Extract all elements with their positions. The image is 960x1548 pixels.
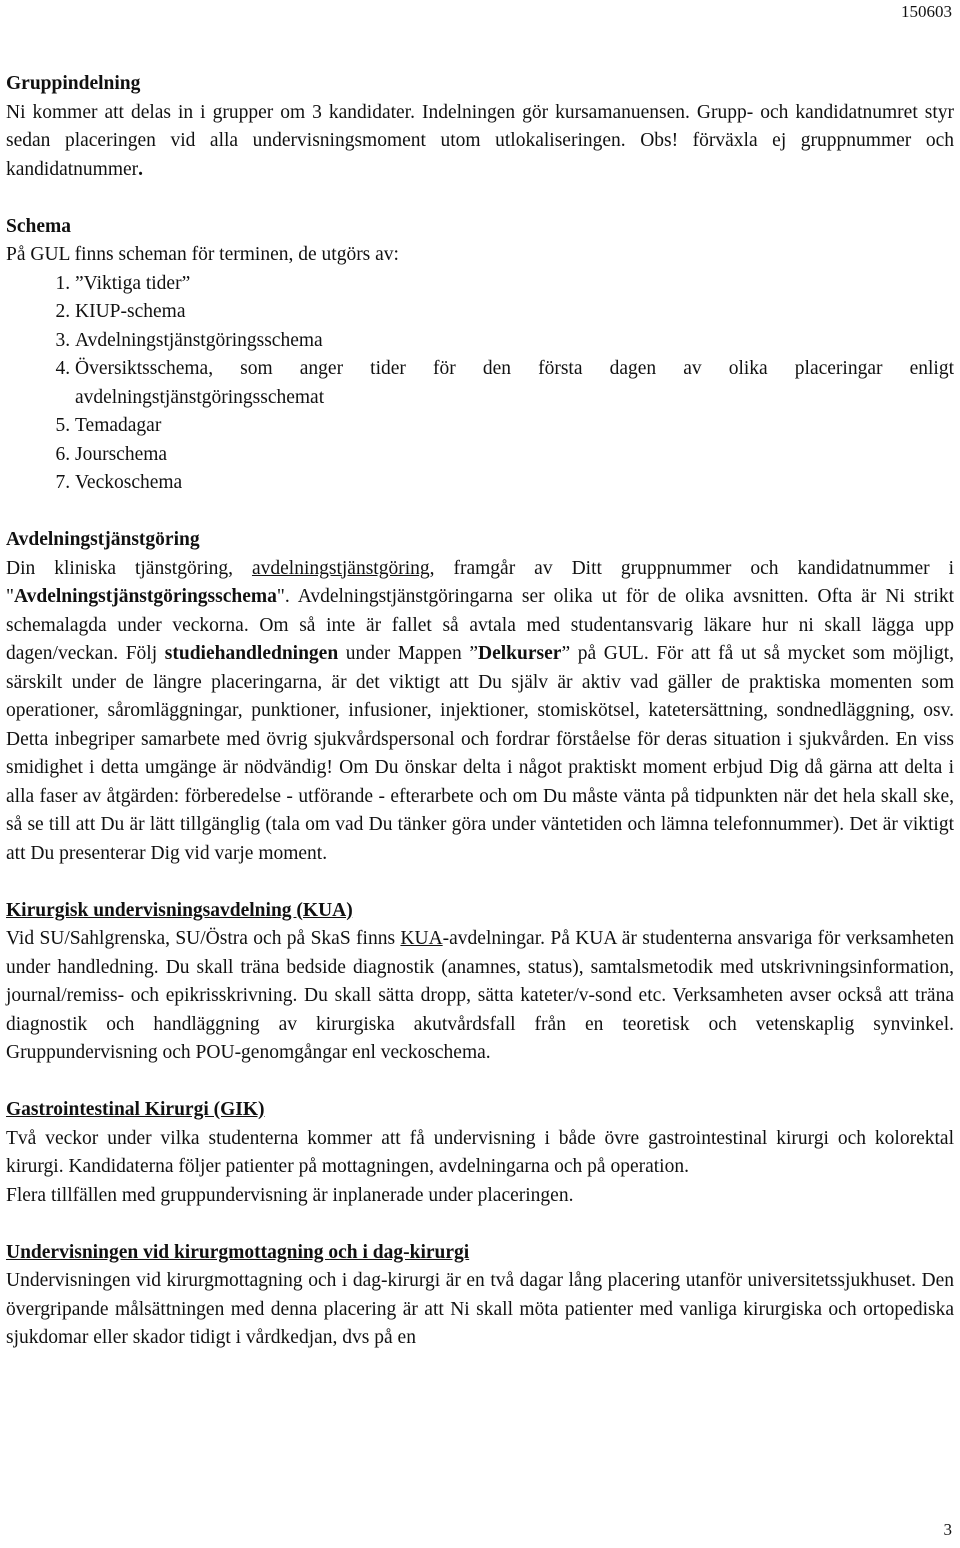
schema-intro: På GUL finns scheman för terminen, de utgörs av: (6, 244, 399, 265)
link-kua[interactable]: KUA (400, 928, 443, 949)
paragraph-avdelningstjanstgoring: Din kliniska tjänstgöring, avdelningstjänstgöring, framgår av Ditt gruppnummer och kandidatnummer i "Avdelningstjänstgöringsschema". Avdelningstjänstgöringarna ser olika ut för de olika avsnitten. Ofta är Ni strikt schemalagda under veckorna. Om så inte är fallet så avtala med studentansvarig läkare hur ni skall lägga upp dagen/veckan. Följ studiehandledningen under Mappen ”Delkurser” på GUL. För att få ut så mycket som möjligt, särskilt under de längre placeringarna, är det viktigt att Du själv är aktiv vad gäller de praktiska momenten som operationer, såromläggningar, punktioner, infusioner, injektioner, stomiskötsel, katetersättning, sondnedläggning, osv. Detta inbegriper samarbete med övrig sjukvårdspersonal och fordrar förståelse för deras situation i sjukvården. En viss smidighet i detta umgänge är nödvändig! Om Du önskar delta i något praktiskt moment erbjud Dig då gärna att delta i alla faser av åtgärden: förberedelse - utförande - efterarbete och om Du måste vänta på tidpunkten när det hela skall ske, så se till att Du är lätt tillgänglig (tala om vad Du tänker göra under väntetiden och lämna telefonnummer). Det är viktigt att Du presenterar Dig vid varje moment. (6, 557, 955, 864)
schema-item-5: 5. Temadagar (75, 412, 954, 441)
schema-list (6, 270, 954, 498)
schema-item-3: 3. Avdelningstjänstgöringsschema (75, 327, 954, 356)
section-gruppindelning (6, 70, 954, 184)
heading-schema: Schema (6, 215, 71, 237)
paragraph-gik-1: Två veckor under vilka studenterna kommer att få undervisning i både övre gastrointestinal kirurgi och kolorektal kirurgi. Kandidaterna följer patienter på mottagningen, avdelningarna och på operation. (6, 1127, 954, 1177)
schema-item-6: 6. Jourschema (75, 441, 954, 470)
schema-item-2: 2. KIUP-schema (75, 298, 954, 327)
schema-item-7: 7. Veckoschema (75, 469, 954, 498)
section-avdelningstjanstgoring (6, 526, 954, 868)
section-schema (6, 213, 954, 498)
section-gik (6, 1096, 954, 1210)
section-kua (6, 897, 954, 1068)
heading-avdelningstjanstgoring: Avdelningstjänstgöring (6, 529, 200, 550)
heading-gruppindelning: Gruppindelning (6, 73, 141, 94)
link-avdelningstjanstgoring[interactable]: avdelningstjänstgöring (251, 557, 430, 579)
page-footer-number: 3 (943, 1520, 952, 1539)
section-mottagning (6, 1239, 954, 1353)
paragraph-gik-2: Flera tillfällen med gruppundervisning är inplanerade under placeringen. (6, 1184, 574, 1206)
heading-mottagning: Undervisningen vid kirurgmottagning och i dag-kirurgi (6, 1241, 470, 1263)
paragraph-mottagning: Undervisningen vid kirurgmottagning och i dag-kirurgi är en två dagar lång placering utanför universitetssjukhuset. Den övergripande målsättningen med denna placering är att Ni skall möta patienter med vanliga kirurgiska och ortopediska sjukdomar eller skador tidigt i vårdkedjan, dvs på en (6, 1270, 954, 1348)
heading-gik: Gastrointestinal Kirurgi (GIK) (6, 1099, 265, 1120)
paragraph-kua: Vid SU/Sahlgrenska, SU/Östra och på SkaS finns KUA-avdelningar. På KUA är studenterna ansvariga för verksamheten under handledning. Du skall träna bedside diagnostik (anamnes, status), samtalsmetodik med utskrivningsinformation, journal/remiss- och epikrisskrivning. Du skall sätta dropp, sätta kateter/v-sond etc. Verksamheten avser också att träna diagnostik och handläggning av kirurgiska akutvårdsfall från en teoretisk och vetenskaplig synvinkel. Gruppundervisning och POU-genomgångar enl veckoschema. (6, 928, 954, 1063)
schema-item-4: 4. Översiktsschema, som anger tider för den första dagen av olika placeringar enligt avdelningstjänstgöringsschemat (75, 355, 954, 412)
schema-item-1: 1. ”Viktiga tider” (75, 270, 954, 299)
page-header-number: 150603 (901, 2, 952, 21)
paragraph-gruppindelning: Ni kommer att delas in i grupper om 3 kandidater. Indelningen gör kursamanuensen. Grupp- och kandidatnumret styr sedan placeringen vid alla undervisningsmoment utom utlokaliseringen. Obs! förväxla ej gruppnummer och kandidatnummer. (6, 101, 954, 180)
document-body (6, 70, 954, 1381)
heading-kua: Kirurgisk undervisningsavdelning (KUA) (6, 899, 353, 921)
